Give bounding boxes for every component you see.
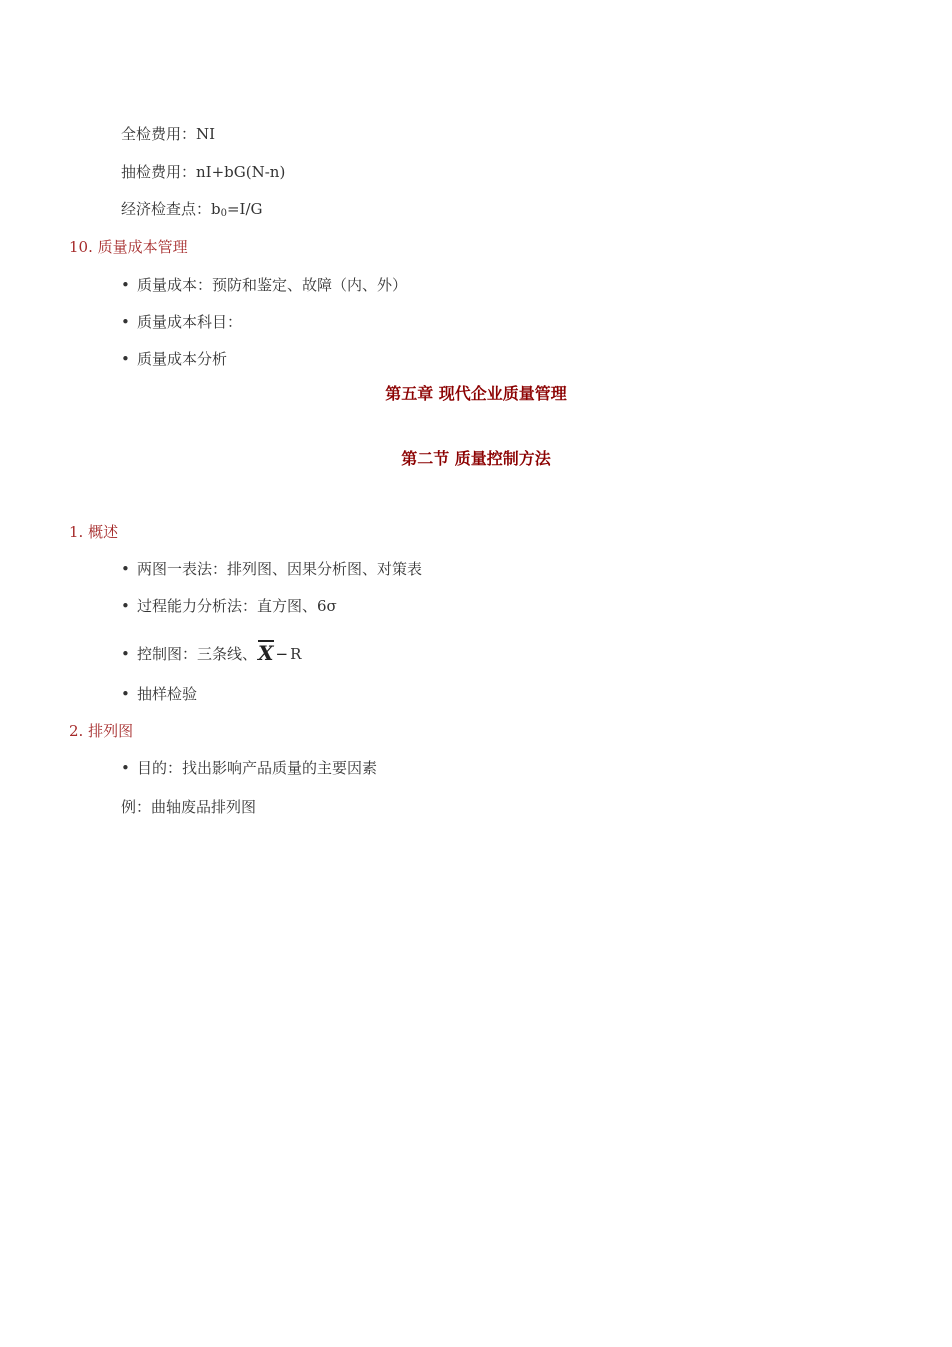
section-title: 第二节 质量控制方法 — [401, 449, 551, 468]
list-item — [121, 758, 377, 778]
range-symbol: R — [290, 645, 302, 663]
control-chart-text: 控制图：三条线、 — [137, 645, 258, 663]
overview-heading: 1. 概述 — [69, 523, 119, 541]
list-item-text: 过程能力分析法：直方图、6σ — [137, 597, 337, 615]
bullet-icon: • — [121, 350, 130, 368]
list-item-text: 质量成本分析 — [137, 350, 228, 368]
section-10-heading: 10. 质量成本管理 — [69, 238, 188, 256]
pareto-heading: 2. 排列图 — [69, 722, 134, 740]
list-item-text: 质量成本科目： — [137, 313, 243, 331]
list-item — [121, 349, 227, 369]
bullet-icon: • — [121, 313, 130, 331]
list-item — [121, 312, 242, 332]
chapter-title: 第五章 现代企业质量管理 — [385, 384, 567, 403]
economic-point-suffix: =I/G — [226, 200, 263, 218]
minus-sign: − — [275, 645, 289, 663]
bullet-icon: • — [121, 645, 130, 663]
bullet-icon: • — [121, 759, 130, 777]
full-inspection-cost: 全检费用：NI — [121, 125, 216, 143]
list-item-text: 抽样检验 — [137, 685, 198, 703]
list-item — [121, 596, 337, 616]
list-item-text: 目的：找出影响产品质量的主要因素 — [137, 759, 378, 777]
bullet-icon: • — [121, 560, 130, 578]
list-item-control-chart — [121, 640, 301, 664]
bullet-icon: • — [121, 597, 130, 615]
bullet-icon: • — [121, 276, 130, 294]
list-item-text: 质量成本：预防和鉴定、故障（内、外） — [137, 276, 408, 294]
list-item — [121, 559, 422, 579]
pareto-example: 例：曲轴废品排列图 — [121, 798, 257, 816]
bullet-icon: • — [121, 685, 130, 703]
sampling-cost: 抽检费用：nI+bG(N-n) — [121, 163, 286, 181]
x-bar-symbol: X — [258, 641, 274, 665]
economic-point-prefix: 经济检查点：b — [121, 200, 221, 218]
list-item — [121, 684, 197, 704]
list-item-text: 两图一表法：排列图、因果分析图、对策表 — [137, 560, 423, 578]
economic-point-subscript: 0 — [220, 208, 227, 219]
list-item — [121, 275, 407, 295]
economic-inspection-point — [121, 199, 263, 224]
